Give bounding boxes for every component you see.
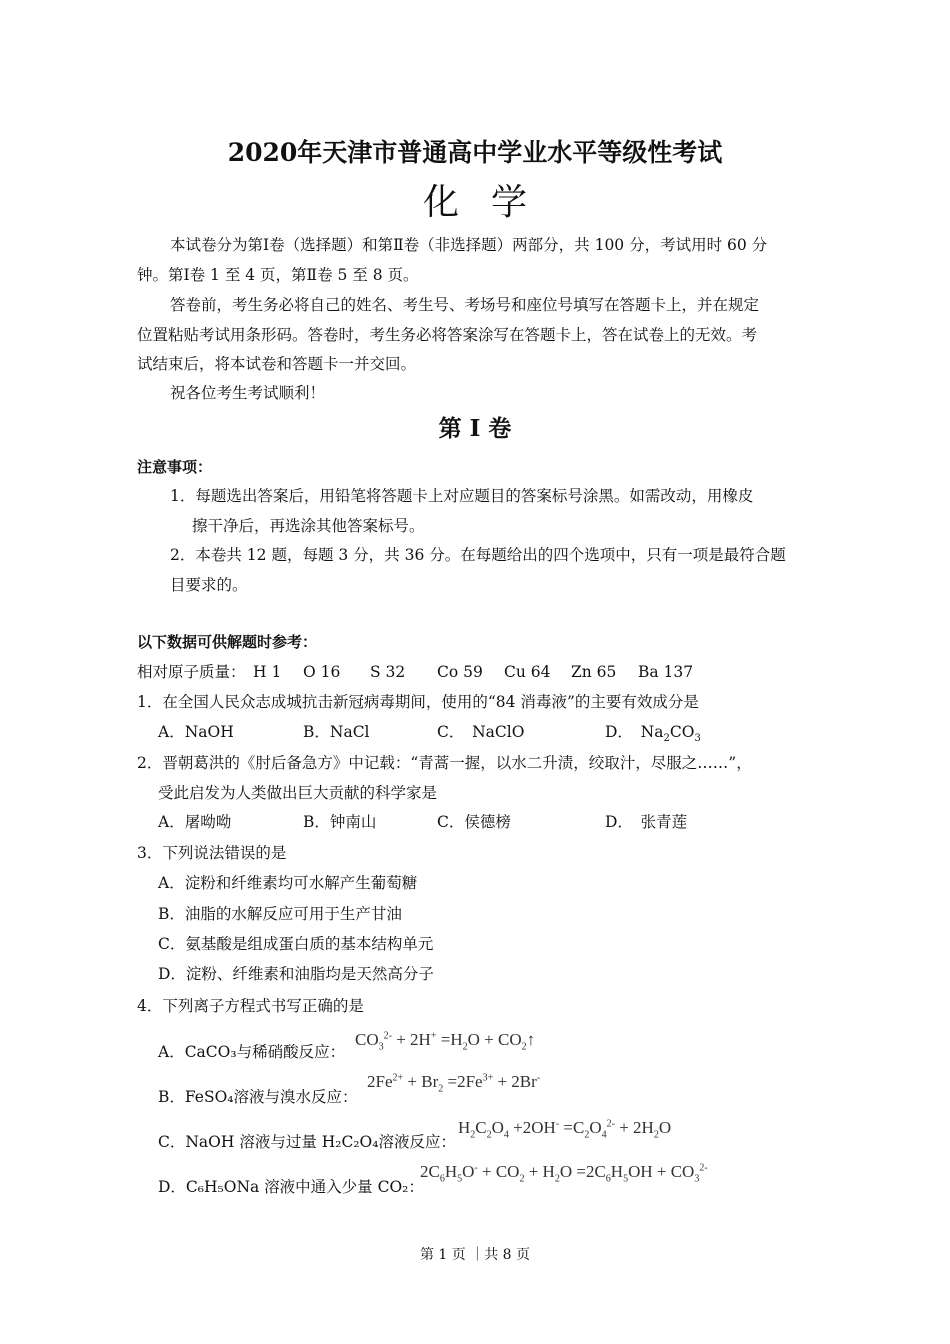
reference-heading: 以下数据可供解题时参考：: [137, 633, 318, 651]
reference-label: 相对原子质量：: [137, 663, 246, 681]
q4-option-b-equation: $2Fe^{2+} + Br_2 =2Fe^{3+} + 2Br^-$: [367, 1072, 541, 1095]
note-1-line2: 擦干净后，再选涂其他答案标号。: [192, 517, 425, 535]
section-title: 第 I 卷: [438, 415, 512, 442]
q3-option-d: D．淀粉、纤维素和油脂均是天然高分子: [158, 965, 434, 983]
q1-option-d: D． $Na_2CO_3$: [605, 723, 701, 745]
q1-stem: 1．在全国人民众志成城抗击新冠病毒期间，使用的“84 消毒液”的主要有效成分是: [137, 693, 699, 711]
q2-option-c: C．侯德榜: [437, 813, 511, 831]
q4-option-b-label: B．FeSO₄溶液与溴水反应：: [158, 1088, 358, 1106]
q3-stem: 3．下列说法错误的是: [137, 844, 287, 862]
q4-option-d-label: D．C₆H₅ONa 溶液中通入少量 CO₂：: [158, 1178, 424, 1196]
atomic-mass-zn: Zn 65: [571, 663, 617, 681]
intro-p1-line2: 钟。第Ⅰ卷 1 至 4 页，第Ⅱ卷 5 至 8 页。: [137, 266, 419, 284]
q4-option-c-equation: $H_2C_2O_4 +2OH^- =C_2O_4^{2-} + 2H_2O$: [458, 1118, 672, 1141]
atomic-mass-cu: Cu 64: [504, 663, 551, 681]
note-1-line1: 1．每题选出答案后，用铅笔将答题卡上对应题目的答案标号涂黑。如需改动，用橡皮: [170, 487, 754, 505]
atomic-mass-h: H 1: [253, 663, 282, 681]
q4-option-c-label: C．NaOH 溶液与过量 H₂C₂O₄溶液反应：: [158, 1133, 456, 1151]
intro-p2-line2: 位置粘贴考试用条形码。答卷时，考生务必将答案涂写在答题卡上，答在试卷上的无效。考: [137, 326, 758, 344]
q3-option-c: C．氨基酸是组成蛋白质的基本结构单元: [158, 935, 434, 953]
atomic-mass-co: Co 59: [437, 663, 483, 681]
intro-p3: 祝各位考生考试顺利！: [170, 384, 326, 402]
q1-option-c: C． NaClO: [437, 723, 525, 741]
q2-option-b: B．钟南山: [303, 813, 377, 831]
intro-p1-line1: 本试卷分为第Ⅰ卷（选择题）和第Ⅱ卷（非选择题）两部分，共 100 分，考试用时 60 分: [170, 236, 768, 254]
q3-option-b: B．油脂的水解反应可用于生产甘油: [158, 905, 402, 923]
note-2-line2: 目要求的。: [170, 576, 248, 594]
q1-option-a: A．NaOH: [158, 723, 234, 741]
q2-option-d: D． 张青莲: [605, 813, 688, 831]
q2-stem-line1: 2．晋朝葛洪的《肘后备急方》中记载：“青蒿一握，以水二升渍，绞取汁，尽服之……”，: [137, 754, 752, 772]
atomic-mass-ba: Ba 137: [638, 663, 694, 681]
intro-p2-line3: 试结束后，将本试卷和答题卡一并交回。: [137, 355, 417, 373]
q3-option-a: A．淀粉和纤维素均可水解产生葡萄糖: [158, 874, 418, 892]
notes-heading: 注意事项：: [137, 458, 213, 476]
page-footer: 第 1 页 ｜共 8 页: [419, 1247, 531, 1263]
q2-option-a: A．屠呦呦: [158, 813, 232, 831]
q1-option-b: B．NaCl: [303, 723, 370, 741]
q4-option-a-equation: $CO_3^{2-} + 2H^+ =H_2O$ + $CO_2↑$: [355, 1030, 536, 1053]
atomic-mass-o: O 16: [303, 663, 341, 681]
q4-option-d-equation: $2C_6H_5O^- + CO_2 + H_2O =2C_6H_5OH + CO_3^{2-}$: [420, 1162, 708, 1185]
atomic-mass-s: S 32: [370, 663, 406, 681]
q4-option-a-label: A．CaCO₃与稀硝酸反应：: [158, 1043, 346, 1061]
note-2-line1: 2．本卷共 12 题，每题 3 分，共 36 分。在每题给出的四个选项中，只有一项是最符合题: [170, 546, 786, 564]
q2-stem-line2: 受此启发为人类做出巨大贡献的科学家是: [158, 784, 438, 802]
exam-title: 2020年天津市普通高中学业水平等级性考试: [227, 138, 723, 167]
intro-p2-line1: 答卷前，考生务必将自己的姓名、考生号、考场号和座位号填写在答题卡上，并在规定: [170, 296, 760, 314]
subject-title: 化学: [422, 182, 559, 223]
q4-stem: 4．下列离子方程式书写正确的是: [137, 997, 364, 1015]
